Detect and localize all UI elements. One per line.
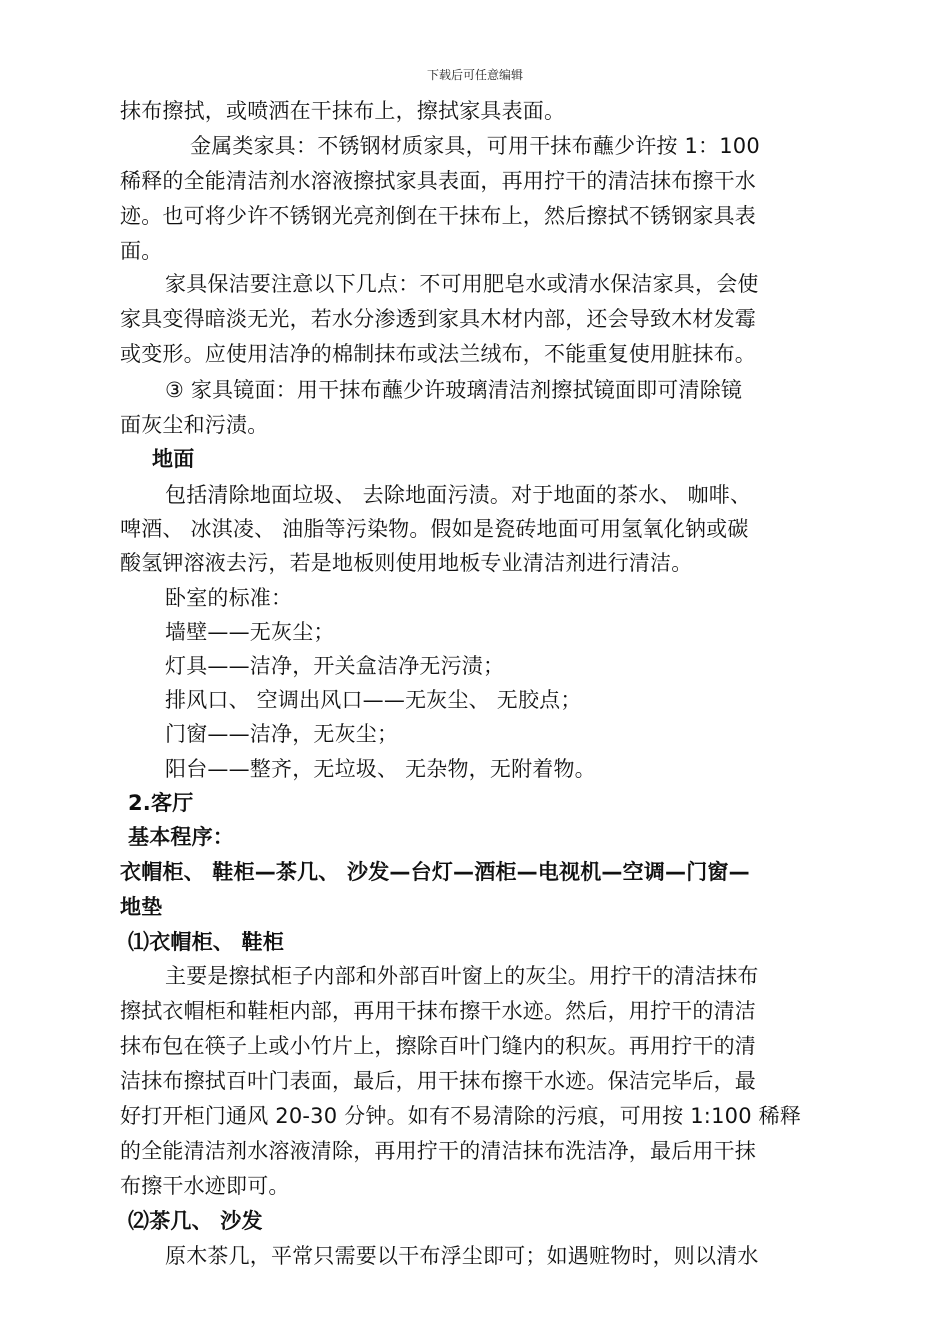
text-line: 包括清除地面垃圾、 去除地面污渍。对于地面的茶水、 咖啡、 xyxy=(165,483,752,507)
text-line: 墙壁——无灰尘； xyxy=(165,620,335,644)
page-header: 下载后可任意编辑 xyxy=(426,68,523,82)
text-line: 门窗——洁净，无灰尘； xyxy=(165,722,399,746)
text-line: 面。 xyxy=(120,239,163,263)
text-line: 衣帽柜、 鞋柜—茶几、 沙发—台灯—酒柜—电视机—空调—门窗— xyxy=(120,860,750,884)
text-line: 排风口、 空调出风口——无灰尘、 无胶点； xyxy=(165,688,582,712)
text-line: 抹布擦拭，或喷洒在干抹布上，擦拭家具表面。 xyxy=(120,99,566,123)
text-line: 稀释的全能清洁剂水溶液擦拭家具表面，再用拧干的清洁抹布擦干水 xyxy=(120,169,756,193)
text-line: 布擦干水迹即可。 xyxy=(120,1174,290,1198)
text-line: 家具保洁要注意以下几点：不可用肥皂水或清水保洁家具，会使 xyxy=(165,272,759,296)
text-line: 或变形。应使用洁净的棉制抹布或法兰绒布，不能重复使用脏抹布。 xyxy=(120,342,756,366)
section-heading: ⑵茶几、 沙发 xyxy=(128,1209,263,1233)
text-line: 原木茶几，平常只需要以干布浮尘即可；如遇赃物时，则以清水 xyxy=(165,1244,759,1268)
text-line: 灯具——洁净，开关盒洁净无污渍； xyxy=(165,654,505,678)
text-line: 阳台——整齐，无垃圾、 无杂物，无附着物。 xyxy=(165,757,596,781)
text-line: 洁抹布擦拭百叶门表面，最后，用干抹布擦干水迹。保洁完毕后，最 xyxy=(120,1069,756,1093)
text-line: 抹布包在筷子上或小竹片上，擦除百叶门缝内的积灰。再用拧干的清 xyxy=(120,1034,756,1058)
text-line: 啤酒、 冰淇凌、 油脂等污染物。假如是瓷砖地面可用氢氧化钠或碳 xyxy=(120,517,749,541)
text-line: 卧室的标准： xyxy=(165,586,293,610)
section-heading: 基本程序： xyxy=(128,825,234,849)
section-heading: ⑴衣帽柜、 鞋柜 xyxy=(128,930,284,954)
text-line: 擦拭衣帽柜和鞋柜内部，再用干抹布擦干水迹。然后，用拧干的清洁 xyxy=(120,999,756,1023)
text-line: 主要是擦拭柜子内部和外部百叶窗上的灰尘。用拧干的清洁抹布 xyxy=(165,964,759,988)
text-line: ③ 家具镜面：用干抹布蘸少许玻璃清洁剂擦拭镜面即可清除镜 xyxy=(165,378,743,402)
text-line: 地垫 xyxy=(120,895,163,919)
section-heading: 2.客厅 xyxy=(128,791,194,815)
text-line: 好打开柜门通风 20-30 分钟。如有不易清除的污痕，可用按 1:100 稀释 xyxy=(120,1104,802,1128)
text-line: 面灰尘和污渍。 xyxy=(120,413,269,437)
text-line: 家具变得暗淡无光，若水分渗透到家具木材内部，还会导致木材发霉 xyxy=(120,307,756,331)
text-line: 金属类家具：不锈钢材质家具，可用干抹布蘸少许按 1：100 xyxy=(190,134,760,158)
text-line: 迹。也可将少许不锈钢光亮剂倒在干抹布上，然后擦拭不锈钢家具表 xyxy=(120,204,756,228)
text-line: 酸氢钾溶液去污，若是地板则使用地板专业清洁剂进行清洁。 xyxy=(120,551,693,575)
text-line: 的全能清洁剂水溶液清除，再用拧干的清洁抹布洗洁净，最后用干抹 xyxy=(120,1139,756,1163)
section-heading: 地面 xyxy=(152,447,195,471)
